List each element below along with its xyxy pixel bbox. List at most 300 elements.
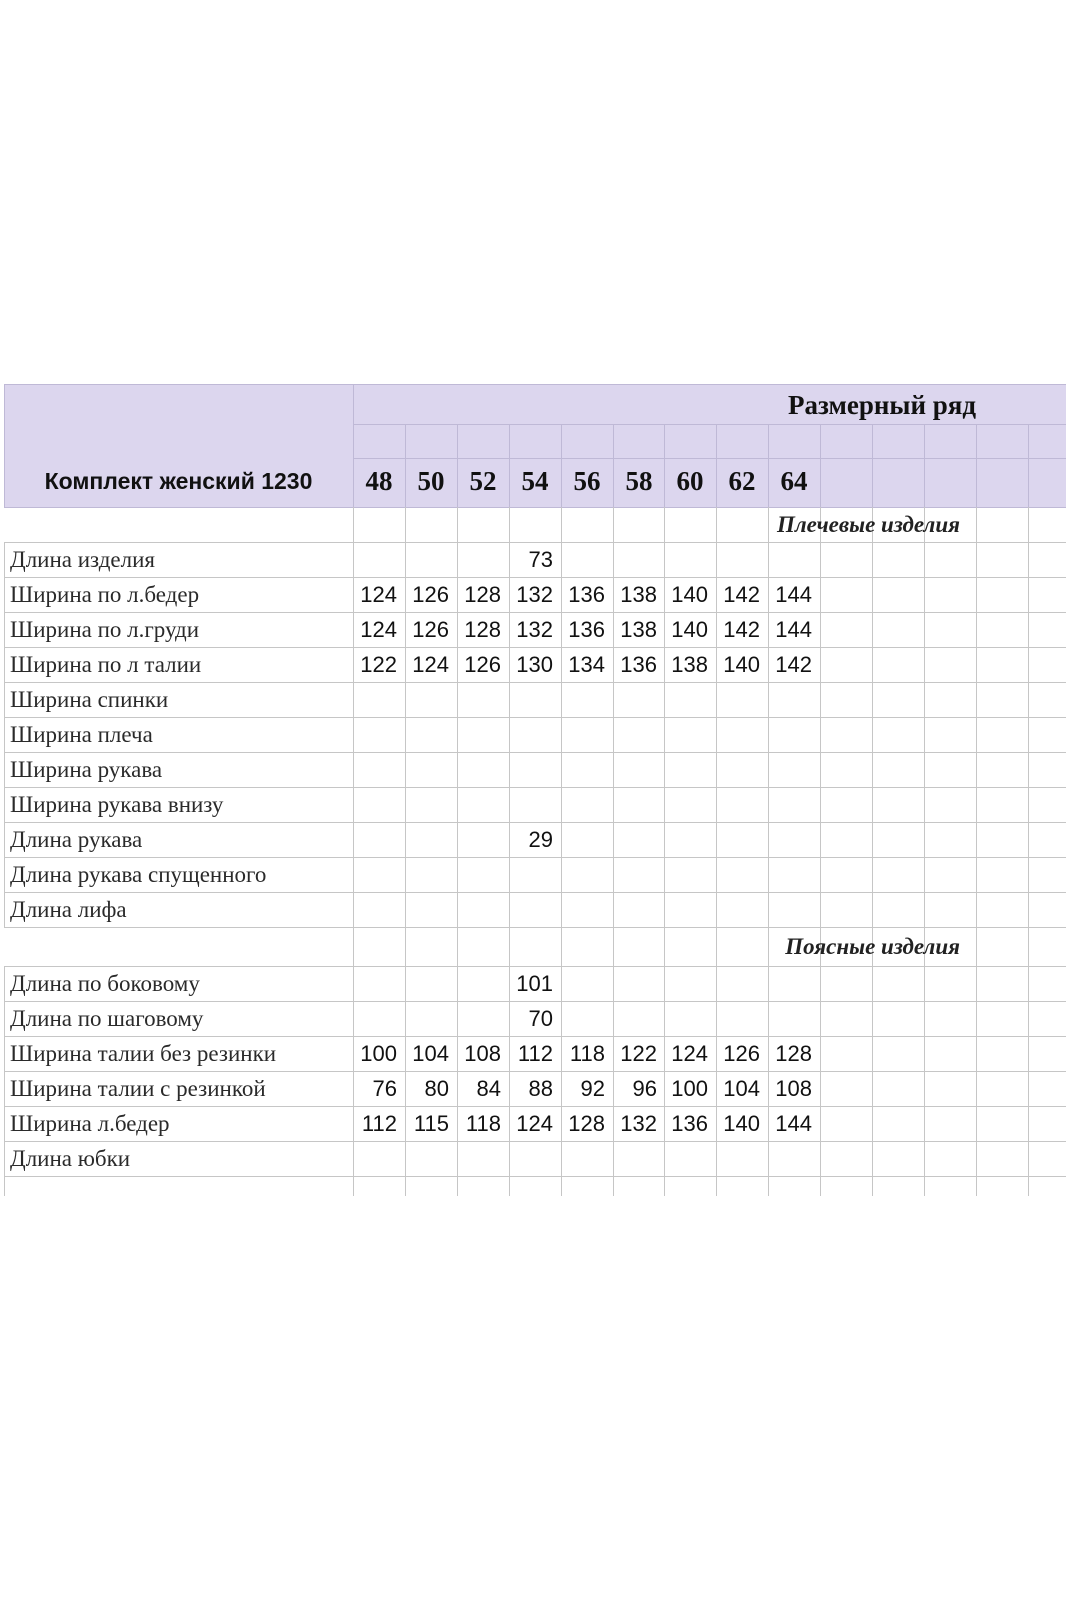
row-value: [509, 787, 561, 822]
row-value: [768, 1141, 820, 1176]
row-label: Длина юбки: [10, 1145, 131, 1171]
row-value: [716, 542, 768, 577]
row-value: [613, 822, 665, 857]
grid-vline: [1028, 892, 1029, 927]
row-value: [664, 966, 716, 1001]
grid-vline: [820, 1141, 821, 1176]
grid-vline: [820, 424, 821, 507]
row-value: [664, 857, 716, 892]
row-value: [405, 892, 457, 927]
grid-vline: [405, 1176, 406, 1196]
grid-vline: [872, 966, 873, 1001]
row-value: 128: [464, 581, 501, 607]
grid-vline: [976, 1071, 977, 1106]
row-value: [768, 857, 820, 892]
grid-vline: [1028, 927, 1029, 966]
row-value: [561, 857, 613, 892]
grid-vline: [976, 717, 977, 752]
row-value: 88: [528, 1075, 553, 1101]
grid-vline: [716, 1176, 717, 1196]
row-label: Ширина по л.груди: [10, 616, 200, 642]
row-value: 136: [620, 651, 657, 677]
row-value: [405, 1001, 457, 1036]
size-header-56: 56: [573, 466, 601, 496]
row-value: [664, 822, 716, 857]
row-value: 126: [412, 581, 449, 607]
row-value: [716, 892, 768, 927]
row-value: [509, 682, 561, 717]
row-value: [664, 1141, 716, 1176]
row-label: Ширина талии без резинки: [10, 1040, 277, 1066]
grid-vline: [1028, 857, 1029, 892]
size-header-62: 62: [728, 466, 756, 496]
row-value: [353, 682, 405, 717]
row-value: [561, 966, 613, 1001]
grid-vline: [872, 857, 873, 892]
grid-vline: [924, 1001, 925, 1036]
grid-vline: [924, 1036, 925, 1071]
row-label: Длина изделия: [10, 546, 155, 572]
row-value: [768, 542, 820, 577]
grid-vline: [872, 577, 873, 612]
grid-vline: [820, 1106, 821, 1141]
row-value: [353, 857, 405, 892]
row-label: Длина по боковому: [10, 970, 200, 996]
row-value: [561, 822, 613, 857]
row-value: 132: [516, 581, 553, 607]
grid-vline: [561, 507, 562, 542]
grid-vline: [976, 1036, 977, 1071]
row-value: 140: [723, 1110, 760, 1136]
grid-vline: [820, 857, 821, 892]
row-value: [353, 892, 405, 927]
grid-vline: [1028, 542, 1029, 577]
grid-vline: [509, 927, 510, 966]
row-value: 144: [775, 581, 812, 607]
row-value: [664, 752, 716, 787]
grid-vline: [457, 927, 458, 966]
row-value: [405, 542, 457, 577]
row-label: Ширина л.бедер: [10, 1110, 170, 1136]
row-value: 140: [723, 651, 760, 677]
row-label: Ширина рукава внизу: [10, 791, 224, 817]
row-value: [405, 966, 457, 1001]
grid-vline: [1028, 1141, 1029, 1176]
row-value: 126: [412, 616, 449, 642]
row-value: 100: [671, 1075, 708, 1101]
size-header-54: 54: [521, 466, 549, 496]
grid-vline: [820, 966, 821, 1001]
row-label: Ширина по л талии: [10, 651, 202, 677]
grid-vline: [872, 822, 873, 857]
grid-vline: [924, 787, 925, 822]
grid-vline: [924, 542, 925, 577]
grid-vline: [976, 612, 977, 647]
row-value: [509, 892, 561, 927]
row-value: 115: [413, 1110, 449, 1136]
grid-vline: [561, 927, 562, 966]
grid-vline: [872, 1001, 873, 1036]
grid-vline: [820, 1001, 821, 1036]
row-value: [405, 752, 457, 787]
grid-vline: [976, 1176, 977, 1196]
row-value: [716, 752, 768, 787]
row-value: [405, 1141, 457, 1176]
grid-vline: [924, 717, 925, 752]
grid-vline: [872, 542, 873, 577]
row-value: 138: [620, 616, 657, 642]
row-value: 134: [568, 651, 605, 677]
row-value: 140: [671, 581, 708, 607]
row-value: [561, 1001, 613, 1036]
row-value: [509, 752, 561, 787]
grid-vline: [872, 612, 873, 647]
row-value: [561, 752, 613, 787]
row-value: [613, 752, 665, 787]
size-header-58: 58: [625, 466, 653, 496]
grid-vline: [1028, 424, 1029, 507]
row-value: [457, 717, 509, 752]
grid-vline: [872, 1071, 873, 1106]
grid-vline: [1028, 1036, 1029, 1071]
row-value: [768, 892, 820, 927]
row-value: 138: [671, 651, 708, 677]
size-header-48: 48: [365, 466, 393, 496]
grid-vline: [353, 1176, 354, 1196]
row-value: [613, 892, 665, 927]
grid-vline: [924, 892, 925, 927]
grid-vline: [1028, 647, 1029, 682]
row-value: 101: [516, 970, 553, 996]
row-value: [716, 682, 768, 717]
row-value: 104: [723, 1075, 760, 1101]
row-value: [457, 857, 509, 892]
row-value: [613, 1001, 665, 1036]
row-value: 104: [412, 1040, 449, 1066]
row-value: [457, 787, 509, 822]
grid-vline: [924, 424, 925, 507]
row-value: [353, 752, 405, 787]
grid-vline: [976, 647, 977, 682]
grid-vline: [872, 647, 873, 682]
row-value: [716, 1141, 768, 1176]
row-value: [768, 752, 820, 787]
row-value: 118: [465, 1110, 501, 1136]
row-value: 128: [775, 1040, 812, 1066]
row-value: 142: [723, 616, 760, 642]
row-value: [716, 717, 768, 752]
grid-vline: [872, 1141, 873, 1176]
grid-vline: [872, 682, 873, 717]
grid-vline: [1028, 577, 1029, 612]
grid-vline: [872, 424, 873, 507]
grid-vline: [820, 542, 821, 577]
row-value: [664, 1001, 716, 1036]
grid-vline: [976, 1106, 977, 1141]
row-value: 138: [620, 581, 657, 607]
size-chart-table: [4, 384, 1066, 1214]
row-value: 132: [516, 616, 553, 642]
row-value: [768, 787, 820, 822]
grid-hline: [4, 1176, 1066, 1177]
grid-vline: [976, 822, 977, 857]
row-value: [405, 822, 457, 857]
row-value: [457, 892, 509, 927]
row-value: [613, 1141, 665, 1176]
grid-vline: [1028, 1071, 1029, 1106]
row-value: 128: [568, 1110, 605, 1136]
row-value: 144: [775, 616, 812, 642]
grid-vline: [457, 507, 458, 542]
grid-vline: [924, 1141, 925, 1176]
grid-vline: [457, 1176, 458, 1196]
grid-vline: [976, 966, 977, 1001]
grid-vline: [820, 682, 821, 717]
grid-vline: [924, 822, 925, 857]
row-value: 112: [361, 1110, 397, 1136]
grid-vline: [1028, 1001, 1029, 1036]
grid-vline: [1028, 1176, 1029, 1196]
row-value: 142: [775, 651, 812, 677]
grid-vline: [924, 857, 925, 892]
grid-vline: [664, 1176, 665, 1196]
row-value: 124: [671, 1040, 708, 1066]
row-value: [768, 717, 820, 752]
grid-vline: [820, 1071, 821, 1106]
grid-vline: [820, 647, 821, 682]
row-value: [613, 717, 665, 752]
row-value: [561, 717, 613, 752]
row-value: [353, 1001, 405, 1036]
row-value: [664, 717, 716, 752]
row-value: 29: [528, 826, 553, 852]
row-value: 92: [580, 1075, 605, 1101]
grid-vline: [1028, 752, 1029, 787]
grid-vline: [820, 892, 821, 927]
grid-vline: [353, 927, 354, 966]
section-title: Плечевые изделия: [776, 511, 960, 537]
grid-vline: [561, 1176, 562, 1196]
row-value: [561, 682, 613, 717]
row-value: [353, 1141, 405, 1176]
row-value: [664, 682, 716, 717]
row-value: [561, 1141, 613, 1176]
size-header-60: 60: [676, 466, 704, 496]
row-value: [613, 857, 665, 892]
row-value: [353, 966, 405, 1001]
row-value: [664, 892, 716, 927]
row-label: Длина лифа: [10, 896, 127, 922]
row-value: [613, 542, 665, 577]
row-value: 136: [671, 1110, 708, 1136]
row-value: [768, 966, 820, 1001]
row-value: [457, 966, 509, 1001]
row-value: [405, 857, 457, 892]
row-value: [457, 1001, 509, 1036]
row-value: 108: [775, 1075, 812, 1101]
grid-vline: [924, 752, 925, 787]
size-header-52: 52: [469, 466, 497, 496]
row-value: [613, 966, 665, 1001]
grid-vline: [976, 752, 977, 787]
grid-vline: [924, 1106, 925, 1141]
row-value: [457, 542, 509, 577]
grid-vline: [405, 927, 406, 966]
row-value: 136: [568, 581, 605, 607]
row-value: 100: [360, 1040, 397, 1066]
row-value: [353, 822, 405, 857]
row-value: [353, 717, 405, 752]
row-value: [405, 787, 457, 822]
row-value: 108: [464, 1040, 501, 1066]
row-value: 136: [568, 616, 605, 642]
grid-vline: [1028, 612, 1029, 647]
row-value: [457, 1141, 509, 1176]
grid-vline: [924, 966, 925, 1001]
row-value: [457, 752, 509, 787]
grid-vline: [976, 857, 977, 892]
row-label: Ширина плеча: [10, 721, 153, 747]
grid-vline: [405, 507, 406, 542]
grid-vline: [872, 787, 873, 822]
size-header-50: 50: [417, 466, 445, 496]
row-value: [716, 966, 768, 1001]
grid-vline: [820, 822, 821, 857]
grid-vline: [1028, 787, 1029, 822]
row-value: 124: [412, 651, 449, 677]
row-value: 130: [516, 651, 553, 677]
row-value: 126: [464, 651, 501, 677]
row-value: [509, 857, 561, 892]
row-value: 124: [360, 616, 397, 642]
row-value: 122: [360, 651, 397, 677]
row-value: 124: [516, 1110, 553, 1136]
grid-vline: [1028, 507, 1029, 542]
grid-vline: [924, 1071, 925, 1106]
product-title: Комплект женский 1230: [44, 468, 313, 494]
grid-vline: [1028, 1106, 1029, 1141]
grid-vline: [1028, 682, 1029, 717]
row-label: Длина рукава спущенного: [10, 861, 267, 887]
grid-vline: [613, 1176, 614, 1196]
row-value: [768, 682, 820, 717]
grid-vline: [820, 717, 821, 752]
row-value: [457, 682, 509, 717]
grid-vline: [976, 1141, 977, 1176]
row-value: [509, 717, 561, 752]
grid-vline: [976, 682, 977, 717]
row-value: 112: [517, 1040, 553, 1066]
grid-vline: [872, 717, 873, 752]
row-label: Ширина по л.бедер: [10, 581, 200, 607]
row-value: 124: [360, 581, 397, 607]
row-value: 132: [620, 1110, 657, 1136]
grid-vline: [976, 424, 977, 507]
row-value: 142: [723, 581, 760, 607]
row-value: [768, 822, 820, 857]
row-value: [457, 822, 509, 857]
grid-vline: [509, 507, 510, 542]
row-value: 80: [424, 1075, 449, 1101]
grid-vline: [820, 1176, 821, 1196]
row-value: [716, 857, 768, 892]
row-value: 128: [464, 616, 501, 642]
grid-vline: [872, 892, 873, 927]
row-label: Длина рукава: [10, 826, 143, 852]
grid-vline: [820, 612, 821, 647]
size-header-64: 64: [780, 466, 808, 496]
row-value: 126: [723, 1040, 760, 1066]
row-value: 70: [528, 1005, 553, 1031]
grid-vline: [924, 612, 925, 647]
row-value: 118: [569, 1040, 605, 1066]
grid-vline: [4, 1176, 5, 1196]
section-title: Поясные изделия: [785, 933, 960, 959]
grid-vline: [924, 577, 925, 612]
row-value: [768, 1001, 820, 1036]
grid-vline: [1028, 822, 1029, 857]
grid-vline: [820, 577, 821, 612]
grid-vline: [924, 647, 925, 682]
grid-vline: [976, 577, 977, 612]
row-label: Ширина спинки: [10, 686, 169, 712]
grid-vline: [976, 787, 977, 822]
grid-vline: [976, 892, 977, 927]
row-value: [716, 787, 768, 822]
row-value: [613, 682, 665, 717]
row-value: 76: [372, 1075, 397, 1101]
row-value: [561, 787, 613, 822]
row-value: 84: [476, 1075, 501, 1101]
row-label: Длина по шаговому: [10, 1005, 204, 1031]
row-value: 73: [528, 546, 553, 572]
grid-vline: [1028, 717, 1029, 752]
grid-vline: [820, 787, 821, 822]
row-value: [716, 1001, 768, 1036]
grid-vline: [768, 1176, 769, 1196]
grid-vline: [820, 1036, 821, 1071]
row-value: [664, 787, 716, 822]
row-value: [405, 682, 457, 717]
row-label: Ширина рукава: [10, 756, 163, 782]
grid-vline: [976, 542, 977, 577]
row-label: Ширина талии с резинкой: [10, 1075, 266, 1101]
grid-vline: [509, 1176, 510, 1196]
row-value: [509, 1141, 561, 1176]
row-value: [561, 892, 613, 927]
row-value: [716, 822, 768, 857]
row-value: [405, 717, 457, 752]
grid-vline: [820, 752, 821, 787]
row-value: [353, 787, 405, 822]
row-value: 140: [671, 616, 708, 642]
grid-vline: [872, 1176, 873, 1196]
grid-vline: [924, 1176, 925, 1196]
grid-vline: [872, 1106, 873, 1141]
grid-vline: [872, 1036, 873, 1071]
row-value: 144: [775, 1110, 812, 1136]
size-range-label: Размерный ряд: [788, 389, 977, 420]
grid-vline: [353, 507, 354, 542]
row-value: [664, 542, 716, 577]
row-value: [561, 542, 613, 577]
row-value: [353, 542, 405, 577]
row-value: [613, 787, 665, 822]
row-value: 96: [632, 1075, 657, 1101]
grid-vline: [1028, 966, 1029, 1001]
row-value: 122: [620, 1040, 657, 1066]
grid-vline: [924, 682, 925, 717]
